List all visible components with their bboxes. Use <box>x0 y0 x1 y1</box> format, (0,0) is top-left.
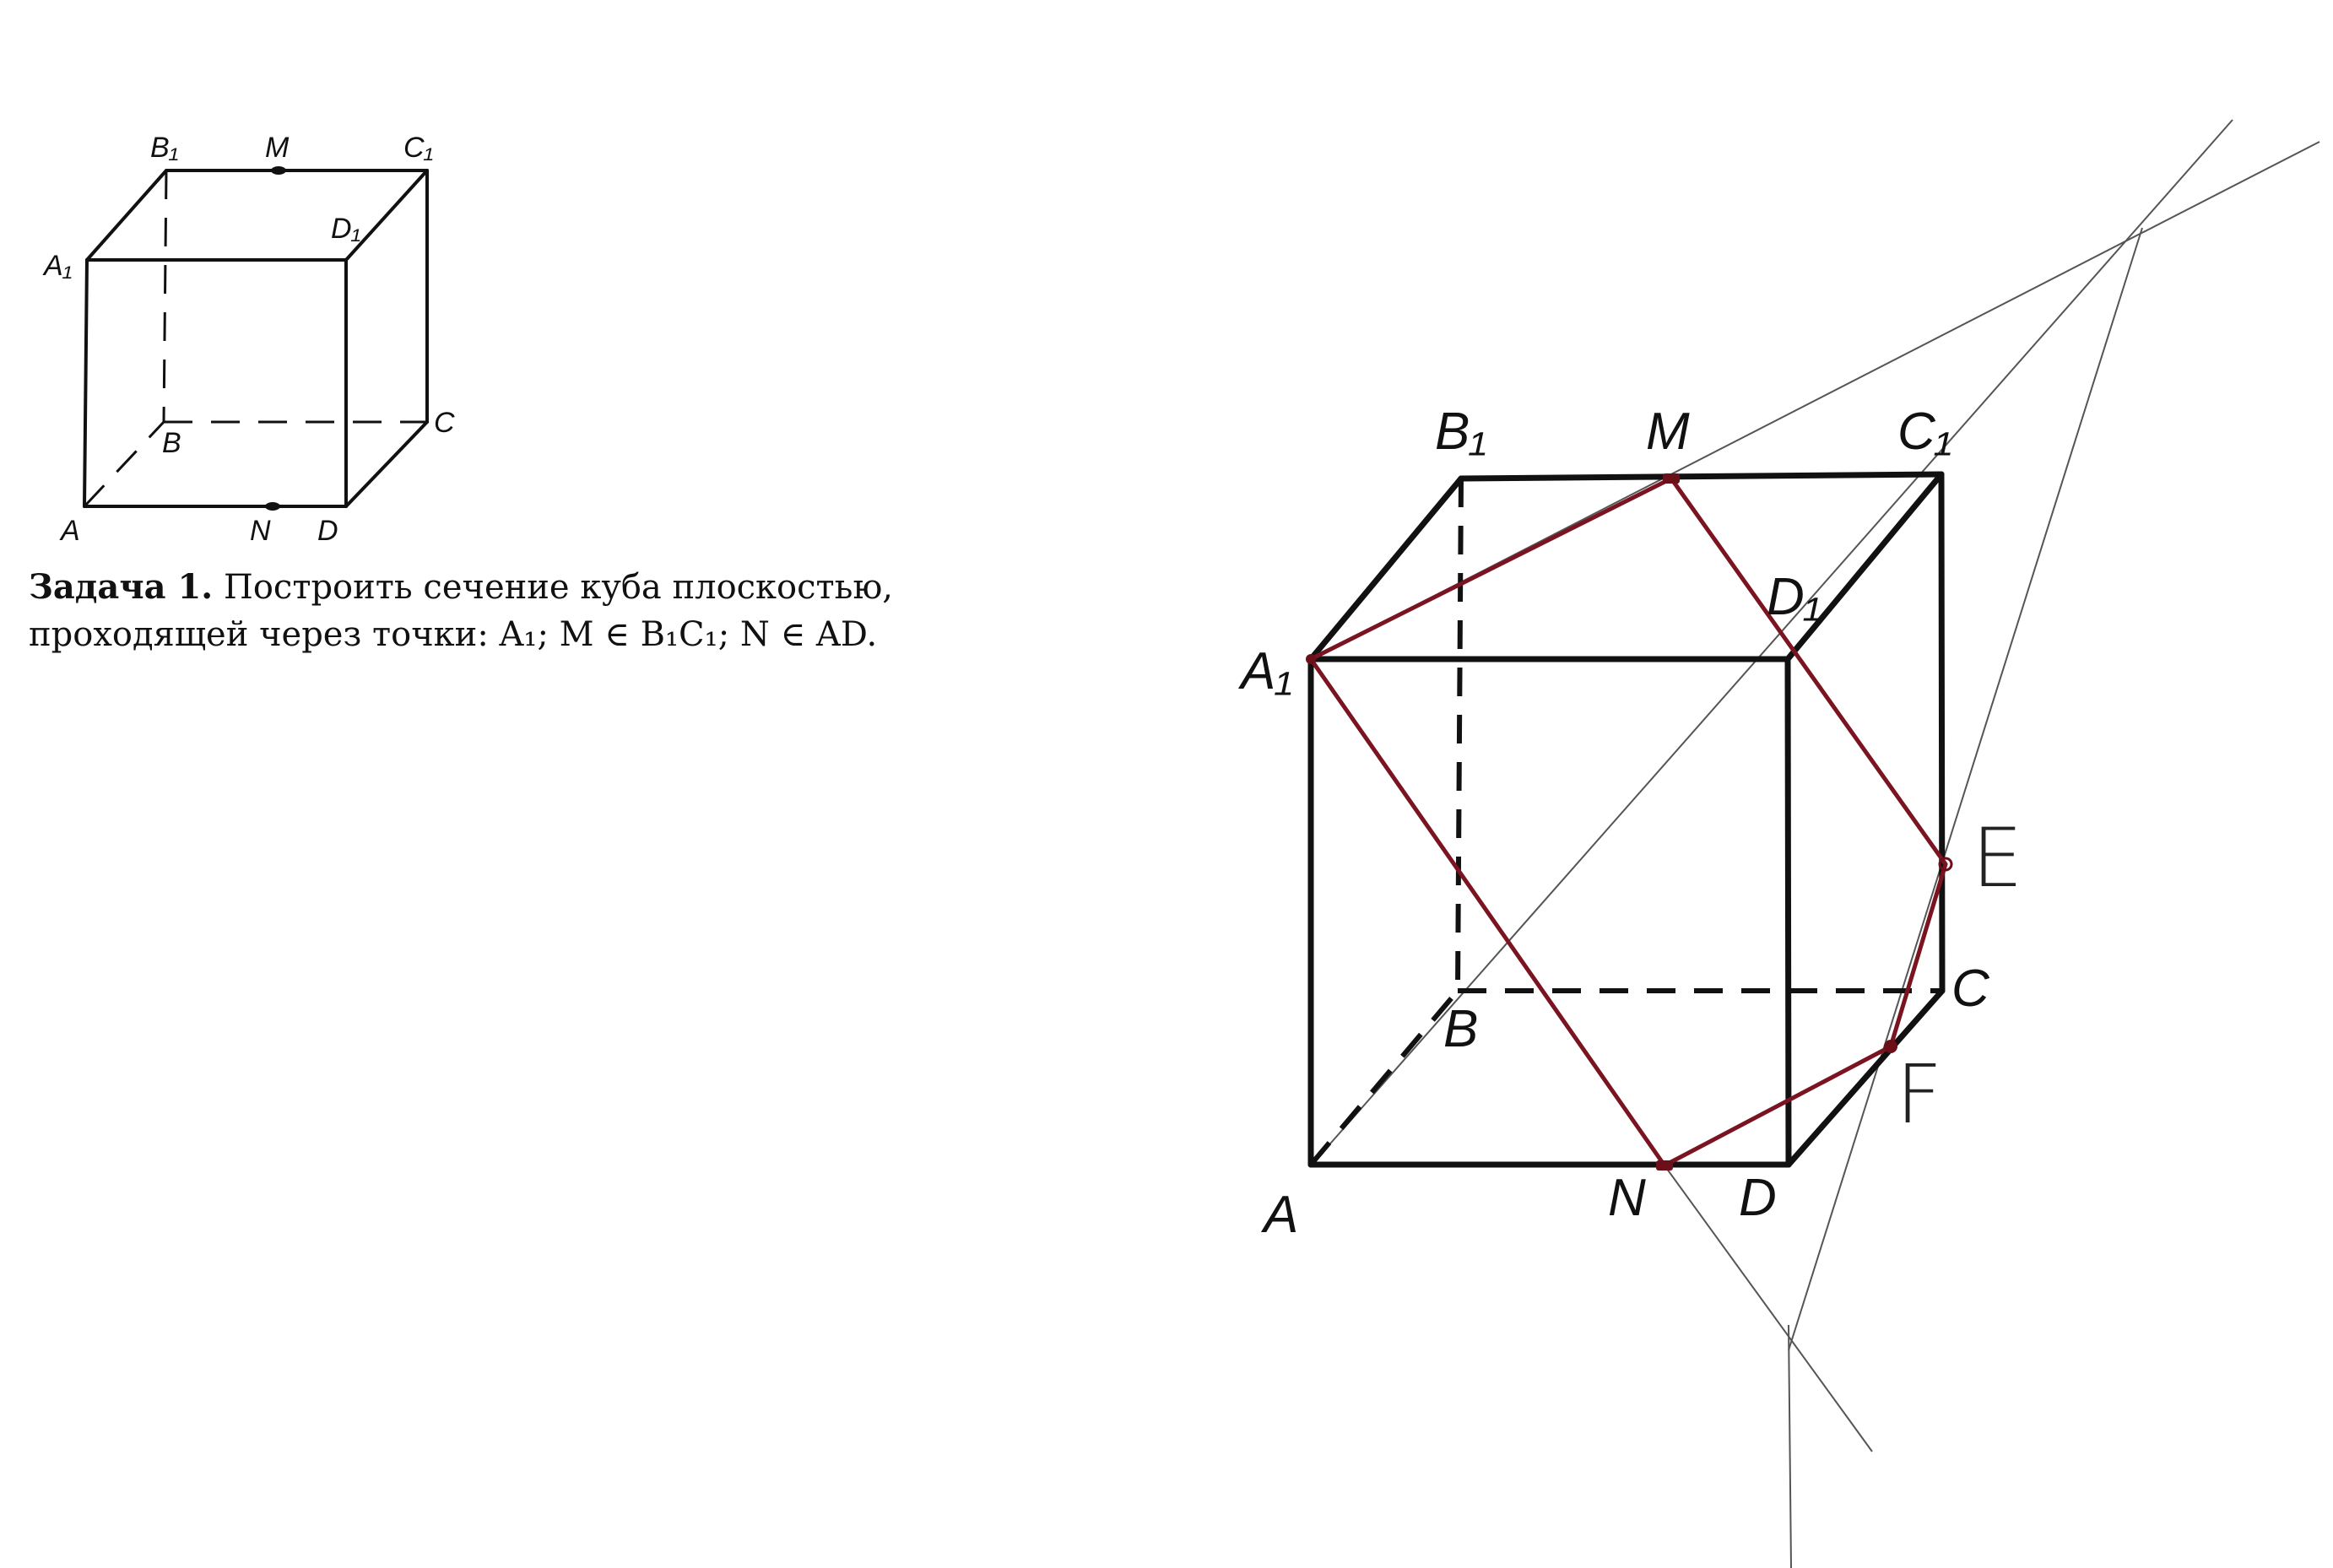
small-point-m <box>271 166 286 175</box>
edge-c1-c <box>1941 474 1942 991</box>
small-point-n <box>265 502 280 511</box>
label-b: B <box>1443 1000 1479 1058</box>
small-label-d: D <box>317 515 338 547</box>
large-cube <box>1237 120 2319 1568</box>
edge-a-b <box>1311 991 1458 1165</box>
small-edge-b1-b <box>164 170 166 422</box>
label-c1: C₁ <box>1897 403 1952 461</box>
task-text: Построить сечение куба плоскостью, проходящей через точки: A₁; M ∈ B₁C₁; N ∈ AD. <box>29 568 893 654</box>
label-d: D <box>1739 1169 1777 1227</box>
task-label: Задача 1. <box>29 567 214 607</box>
small-label-a: A <box>61 515 80 547</box>
small-label-c: C <box>434 407 455 439</box>
edge-b1-b <box>1458 479 1461 991</box>
construction-line-vertical <box>1789 1325 1791 1568</box>
small-label-b1: B₁ <box>150 132 179 164</box>
label-c: C <box>1951 960 1989 1018</box>
label-a: A <box>1264 1186 1299 1244</box>
small-edge-a1-a <box>84 260 87 506</box>
label-d1: D₁ <box>1767 568 1821 626</box>
small-label-n: N <box>250 515 271 547</box>
task-statement <box>29 564 907 658</box>
small-edge-d-c <box>346 422 427 506</box>
small-label-d1: D₁ <box>331 213 361 245</box>
label-n: N <box>1608 1169 1646 1227</box>
label-f: F <box>1896 1047 1943 1142</box>
edge-d1-c1 <box>1788 474 1941 659</box>
label-e: E <box>1972 811 2023 906</box>
small-edge-a1-b1 <box>87 170 166 260</box>
label-a1: A₁ <box>1241 642 1292 700</box>
label-b1: B₁ <box>1435 403 1486 461</box>
small-edge-a-b <box>84 422 164 506</box>
small-label-c1: C₁ <box>403 132 434 164</box>
label-m: M <box>1646 403 1690 461</box>
edge-a1-b1 <box>1311 479 1461 659</box>
small-cube <box>42 132 455 547</box>
construction-line-lower-ray <box>1789 228 2142 1350</box>
edge-d1-d <box>1788 659 1789 1165</box>
point-m <box>1663 473 1680 484</box>
small-label-b: B <box>162 427 181 459</box>
small-label-a1: A₁ <box>44 250 73 282</box>
point-n <box>1656 1160 1673 1171</box>
edge-b1-c1 <box>1461 474 1941 479</box>
small-label-m: M <box>265 132 290 164</box>
point-a1 <box>1306 654 1316 664</box>
